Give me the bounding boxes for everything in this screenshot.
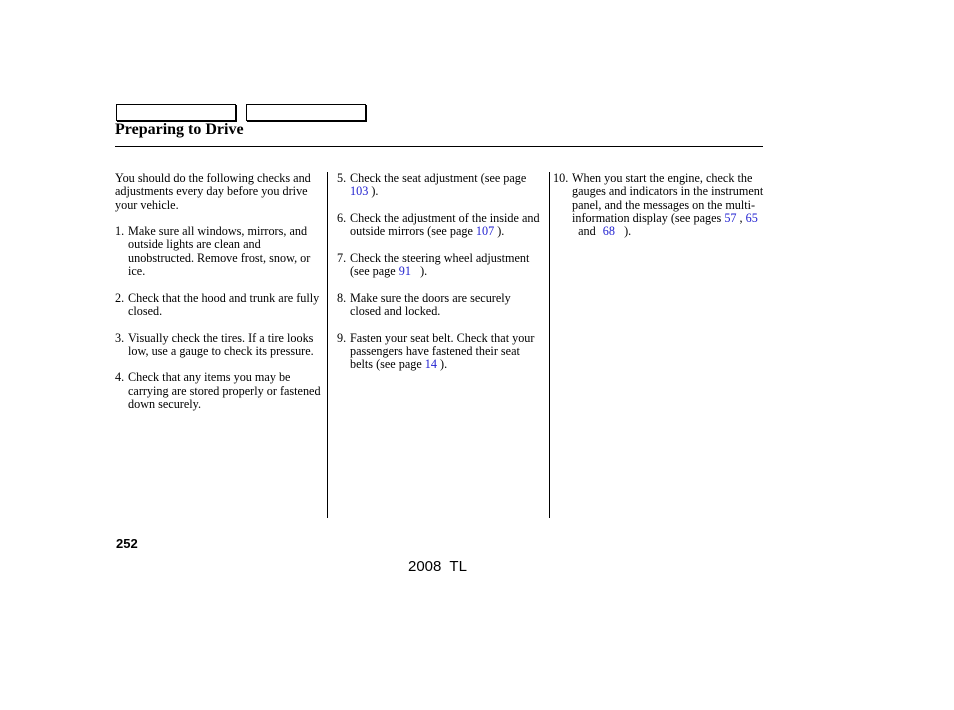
item-text: Check that the hood and trunk are fully closed. bbox=[128, 290, 320, 318]
item-number: 10. bbox=[553, 171, 569, 185]
checklist-item-9 bbox=[337, 332, 543, 372]
page-link-65[interactable]: 65 bbox=[745, 210, 758, 225]
checklist-item-4 bbox=[115, 371, 323, 411]
page-link-68[interactable]: 68 bbox=[602, 224, 615, 239]
item-separator: , bbox=[736, 210, 746, 225]
column-2 bbox=[337, 172, 543, 385]
item-text-before: Check the seat adjustment (see page bbox=[350, 171, 527, 185]
item-number: 4. bbox=[115, 370, 125, 385]
item-text-before: Fasten your seat belt. Check that your passengers have fastened their seat belts (see page bbox=[350, 330, 535, 372]
item-number: 1. bbox=[115, 224, 125, 239]
item-text-before: Check the adjustment of the inside and outside mirrors (see page bbox=[350, 210, 540, 239]
page-number: 252 bbox=[116, 536, 138, 551]
intro-paragraph: You should do the following checks and adjustments every day before you drive your vehicle. bbox=[115, 171, 311, 212]
checklist-item-5 bbox=[337, 172, 543, 199]
checklist-item-2 bbox=[115, 292, 323, 319]
item-text: Make sure the doors are securely closed and locked. bbox=[350, 290, 511, 318]
item-number: 8. bbox=[337, 290, 347, 305]
page-link-57[interactable]: 57 bbox=[724, 210, 737, 225]
item-number: 6. bbox=[337, 210, 347, 225]
checklist-item-8 bbox=[337, 292, 543, 319]
item-text-before: Check the steering wheel adjustment (see page bbox=[350, 250, 530, 279]
item-number: 9. bbox=[337, 330, 347, 345]
column-3 bbox=[553, 172, 765, 252]
footer-model-label: 2008 TL bbox=[408, 558, 467, 575]
item-text bbox=[350, 172, 543, 199]
checklist-item-7 bbox=[337, 252, 543, 279]
item-text bbox=[572, 172, 765, 238]
item-text: Visually check the tires. If a tire looks low, use a gauge to check its pressure. bbox=[128, 330, 314, 358]
checklist-item-3 bbox=[115, 332, 323, 359]
page-link-107[interactable]: 107 bbox=[475, 224, 495, 239]
item-number: 5. bbox=[337, 171, 347, 185]
item-separator: and bbox=[572, 224, 599, 239]
item-number: 2. bbox=[115, 290, 125, 305]
item-text-after: ). bbox=[436, 357, 448, 372]
column-divider-2 bbox=[549, 172, 550, 518]
item-text-after: ). bbox=[494, 224, 505, 239]
item-number: 7. bbox=[337, 250, 347, 265]
item-number: 3. bbox=[115, 330, 125, 345]
item-text: Check that any items you may be carrying are stored properly or fastened down securely. bbox=[128, 370, 321, 412]
item-text-before: When you start the engine, check the gauges and indicators in the instrument panel, and the messages on the multi-information display (see pages bbox=[572, 171, 764, 225]
item-text-after: ). bbox=[410, 264, 428, 279]
page-link-103[interactable]: 103 bbox=[350, 184, 369, 199]
item-text bbox=[350, 212, 543, 239]
column-1 bbox=[115, 172, 323, 425]
column-divider-1 bbox=[327, 172, 328, 518]
section-title: Preparing to Drive bbox=[115, 121, 244, 138]
item-text: Make sure all windows, mirrors, and outside lights are clean and unobstructed. Remove frost, snow, or ice. bbox=[128, 224, 311, 279]
item-text bbox=[350, 252, 543, 279]
nav-tab-1[interactable] bbox=[116, 104, 236, 121]
page-link-91[interactable]: 91 bbox=[398, 264, 411, 279]
title-rule bbox=[115, 146, 763, 147]
checklist-item-1 bbox=[115, 225, 323, 278]
nav-tab-2[interactable] bbox=[246, 104, 366, 121]
item-text-after: ). bbox=[368, 184, 379, 199]
item-text bbox=[350, 332, 543, 372]
checklist-item-10 bbox=[553, 172, 765, 238]
item-text-after: ). bbox=[614, 224, 632, 239]
page-link-14[interactable]: 14 bbox=[424, 357, 437, 372]
checklist-item-6 bbox=[337, 212, 543, 239]
